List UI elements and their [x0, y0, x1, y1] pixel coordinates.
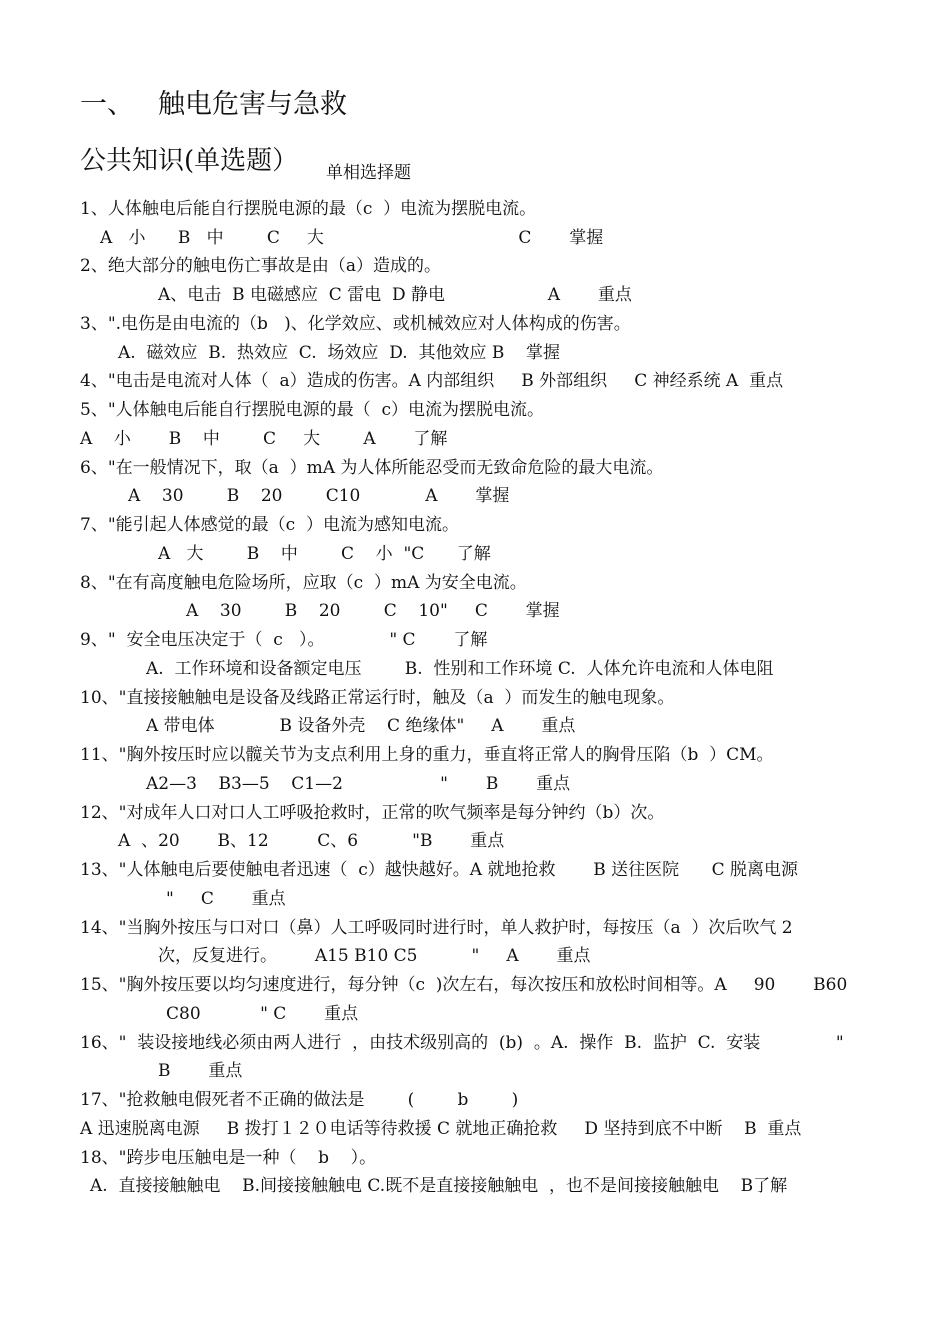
question-line: 18、"跨步电压触电是一种（ b ）。	[80, 1148, 377, 1168]
option-line: A 大 B 中 C 小 "C 了解	[158, 544, 491, 564]
question-line: 15、"胸外按压要以均匀速度进行，每分钟（c )次左右，每次按压和放松时间相等。A 90 B60	[80, 975, 848, 995]
question-line: 14、"当胸外按压与口对口（鼻）人工呼吸同时进行时，单人救护时，每按压（a ）次后吹气 2	[80, 918, 793, 938]
answer-line: B 重点	[158, 1061, 243, 1081]
question-line: 4、"电击是电流对人体（ a）造成的伤害。A 内部组织 B 外部组织 C 神经系统 A 重点	[80, 371, 784, 391]
option-line: A 小 B 中 C 大 A 了解	[80, 429, 448, 449]
option-line: A. 工作环境和设备额定电压 B. 性别和工作环境 C. 人体允许电流和人体电阻	[146, 659, 774, 679]
option-line: A. 磁效应 B. 热效应 C. 场效应 D. 其他效应 B 掌握	[118, 343, 560, 363]
question-line: 1、人体触电后能自行摆脱电源的最（c ）电流为摆脱电流。	[80, 199, 537, 219]
question-line: 13、"人体触电后要使触电者迅速（ c）越快越好。A 就地抢救 B 送往医院 C 脱离电源	[80, 860, 799, 880]
question-line: 7、"能引起人体感觉的最（c ）电流为感知电流。	[80, 515, 459, 535]
option-line: A. 直接接触触电 B.间接接触触电 C.既不是直接接触触电 ，也不是间接接触触电 B了解	[90, 1176, 788, 1196]
option-line: A 带电体 B 设备外壳 C 绝缘体" A 重点	[146, 716, 576, 736]
subtitle-note: 单相选择题	[326, 163, 411, 183]
question-line: 8、"在有高度触电危险场所，应取（c ）mA 为安全电流。	[80, 573, 527, 593]
section-number: 一、	[80, 89, 134, 120]
question-line: 2、绝大部分的触电伤亡事故是由（a）造成的。	[80, 256, 441, 276]
option-line: A 迅速脱离电源 B 拨打１２０电话等待救援 C 就地正确抢救 D 坚持到底不中断 B 重点	[80, 1119, 802, 1139]
question-line: 12、"对成年人口对口人工呼吸抢救时，正常的吹气频率是每分钟约（b）次。	[80, 803, 665, 823]
option-line: A 30 B 20 C10 A 掌握	[128, 486, 510, 506]
question-line: 16、" 装设接地线必须由两人进行 ，由技术级别高的 (b) 。A. 操作 B. 监护 C. 安装 "	[80, 1033, 844, 1053]
option-line: A、电击 B 电磁感应 C 雷电 D 静电 A 重点	[158, 285, 632, 305]
question-line: 6、"在一般情况下，取（a ）mA 为人体所能忍受而无致命危险的最大电流。	[80, 458, 664, 478]
option-line: A 小 B 中 C 大 C 掌握	[100, 228, 604, 248]
answer-line: " C 重点	[166, 889, 286, 909]
section-heading	[80, 82, 347, 121]
question-line: 5、"人体触电后能自行摆脱电源的最（ c）电流为摆脱电流。	[80, 400, 544, 420]
option-line: A 、20 B、12 C、6 "B 重点	[118, 831, 505, 851]
question-line: 10、"直接接触触电是设备及线路正常运行时，触及（a ）而发生的触电现象。	[80, 688, 675, 708]
question-line: 17、"抢救触电假死者不正确的做法是 ( b )	[80, 1090, 519, 1110]
section-title: 触电危害与急救	[158, 89, 347, 120]
question-line: 9、" 安全电压决定于（ c ）。 " C 了解	[80, 630, 488, 650]
subtitle: 公共知识(单选题）	[80, 146, 299, 176]
question-line: 11、"胸外按压时应以髋关节为支点利用上身的重力，垂直将正常人的胸骨压陷（b ）CM。	[80, 745, 774, 765]
question-line: 3、".电伤是由电流的（b )、化学效应、或机械效应对人体构成的伤害。	[80, 314, 631, 334]
option-line: 次，反复进行。 A15 B10 C5 " A 重点	[158, 946, 591, 966]
option-line: C80 " C 重点	[166, 1004, 359, 1024]
option-line: A2—3 B3—5 C1—2 " B 重点	[146, 774, 571, 794]
option-line: A 30 B 20 C 10" C 掌握	[186, 601, 560, 621]
